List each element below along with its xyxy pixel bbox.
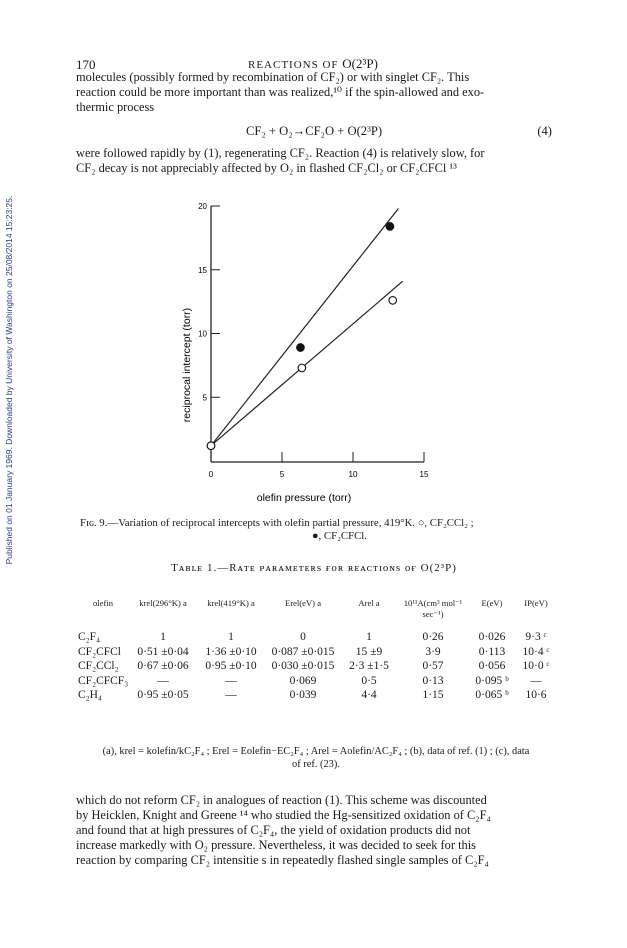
table-cell: 1·36 ±0·10: [205, 645, 257, 658]
running-head-species: O(2³P): [342, 56, 378, 71]
text-line: which do not reform CF₂ in analogues of reaction (1). This scheme was discounted: [76, 793, 487, 807]
table-cell: 0·069: [289, 674, 317, 687]
table-cell: 10·0 ᶜ: [522, 660, 550, 672]
text-line: thermic process: [76, 100, 155, 114]
column-header: IP(eV): [524, 598, 548, 608]
table-cell: 2·3 ±1·5: [349, 660, 389, 672]
table-row-label: C₂F₄: [78, 631, 101, 643]
data-point-series-1: [386, 223, 394, 231]
table-cell: 15 ±9: [355, 645, 383, 658]
text-line: molecules (possibly formed by recombination of CF₂) or with singlet CF₂. This: [76, 70, 470, 84]
figure-9-chart: [160, 190, 460, 505]
y-tick-label: 10: [198, 329, 207, 339]
chart-ylabel: reciprocal intercept (torr): [181, 307, 193, 423]
table-cell: 0·57: [422, 660, 444, 672]
caption-line-2: ●, CF₂CFCl.: [312, 530, 367, 542]
table-cell: 0·056: [478, 660, 506, 672]
table-cell: 0·5: [361, 674, 377, 687]
equation-text: CF₂ + O₂→CF₂O + O(2³P): [245, 124, 383, 138]
table-cell: 1: [366, 631, 372, 643]
x-tick-label: 5: [279, 470, 285, 479]
table-cell: 0·51 ±0·04: [137, 645, 189, 658]
table-cell: 0·26: [422, 631, 444, 643]
column-header: krel(419°K) a: [207, 598, 255, 608]
text-line: reaction could be more important than was realized,¹⁰ if the spin-allowed and exo-: [76, 85, 485, 99]
paragraph-3: [76, 793, 552, 868]
table-cell: 0·026: [478, 631, 506, 643]
table-cell: 10·4 ᶜ: [522, 645, 550, 658]
data-point-series-2: [389, 297, 397, 305]
table-cell: 1: [228, 631, 234, 643]
table-row-label: CF₂CFCl: [78, 645, 122, 658]
footnote-line-1: (a), krel = kolefin/kC₂F₄ ; Erel = Eolefin−EC₂F₄ ; Arel = Aolefin/AC₂F₄ ; (b), data of ref. (1) ; (c), data: [102, 746, 530, 757]
chart-xlabel: olefin pressure (torr): [256, 492, 352, 504]
data-point-series-2: [298, 364, 306, 372]
table-cell: 0·95 ±0·10: [205, 660, 257, 672]
table-row-label: C₂H₄: [78, 689, 102, 701]
x-tick-label: 0: [208, 470, 214, 479]
table-footnote: [78, 745, 554, 771]
column-header: krel(296°K) a: [139, 598, 187, 608]
table-row-label: CF₂CFCF₃: [78, 674, 129, 687]
table-cell: 4·4: [361, 689, 377, 701]
equation-4: [76, 124, 552, 139]
y-tick-label: 20: [198, 202, 207, 211]
fit-line-series-2: [211, 281, 403, 445]
text-line: by Heicklen, Knight and Greene ¹⁴ who studied the Hg-sensitized oxidation of C₂F₄: [76, 808, 491, 822]
table-cell: 0·030 ±0·015: [271, 660, 335, 672]
y-tick-label: 5: [202, 393, 207, 403]
table-cell: —: [157, 674, 169, 687]
table-cell: 0·087 ±0·015: [271, 645, 335, 658]
table-cell: 9·3 ᶜ: [525, 631, 547, 643]
table-cell: 0·039: [289, 689, 317, 701]
download-margin-text: Published on 01 January 1969. Downloaded by University of Washington on 25/08/2014 15:23:25.: [4, 195, 14, 565]
equation-number: (4): [537, 124, 552, 138]
table-cell: 0·95 ±0·05: [137, 689, 189, 701]
paragraph-2: [76, 146, 552, 176]
x-tick-label: 15: [419, 470, 429, 479]
table-title: Tᴀʙʟᴇ 1.—Rᴀᴛᴇ ᴘᴀʀᴀᴍᴇᴛᴇʀs ғᴏʀ ʀᴇᴀᴄᴛɪᴏɴs ᴏғ O(2³P): [171, 562, 457, 574]
column-header: Erel(eV) a: [284, 598, 322, 608]
table-cell: 1: [160, 631, 166, 643]
table-cell: —: [225, 674, 237, 687]
paragraph-1: [76, 70, 552, 115]
table-cell: —: [530, 674, 542, 687]
table-cell: 0·065 ᵇ: [475, 689, 509, 701]
table-cell: 3·9: [425, 645, 441, 658]
table-row-label: CF₂CCl₂: [78, 660, 119, 672]
table-cell: 1·15: [422, 689, 444, 701]
download-margin-note: [2, 120, 16, 640]
column-header: Arel a: [358, 598, 380, 608]
x-tick-label: 10: [348, 470, 358, 479]
table-cell: 10·6: [525, 689, 547, 701]
plot-area: [198, 202, 429, 479]
text-line: increase markedly with O₂ pressure. Nevertheless, it was decided to seek for this: [76, 838, 477, 852]
y-tick-label: 15: [198, 265, 207, 275]
column-header: olefin: [92, 598, 114, 608]
figure-caption: [80, 517, 560, 543]
caption-line-1: Fɪɢ. 9.—Variation of reciprocal intercepts with olefin partial pressure, 419°K. ○, CF₂CCl₂ ;: [80, 517, 474, 529]
text-line: were followed rapidly by (1), regenerating CF₂. Reaction (4) is relatively slow, for: [76, 146, 485, 160]
column-header: 10¹¹A(cm³ mol⁻¹ sec⁻¹): [403, 598, 463, 619]
table-cell: 0·095 ᵇ: [475, 674, 509, 687]
data-point-series-1: [297, 344, 305, 352]
table-cell: 0·113: [478, 645, 506, 658]
text-line: reaction by comparing CF₂ intensitie s in repeatedly flashed single samples of C₂F₄: [76, 853, 489, 867]
text-line: and found that at high pressures of C₂F₄, the yield of oxidation products did not: [76, 823, 471, 837]
text-line: CF₂ decay is not appreciably affected by O₂ in flashed CF₂Cl₂ or CF₂CFCl ¹³: [76, 161, 457, 175]
data-point-series-2: [207, 442, 215, 450]
table-cell: 0: [300, 631, 306, 643]
page-number: 170: [76, 57, 96, 72]
running-head-text: REACTIONS OF: [248, 59, 343, 71]
fit-line-series-1: [211, 209, 398, 446]
table-cell: 0·67 ±0·06: [137, 660, 189, 672]
footnote-line-2: of ref. (23).: [292, 759, 340, 770]
table-cell: —: [225, 689, 237, 701]
column-header: E(eV): [481, 598, 503, 608]
table-cell: 0·13: [422, 674, 444, 687]
